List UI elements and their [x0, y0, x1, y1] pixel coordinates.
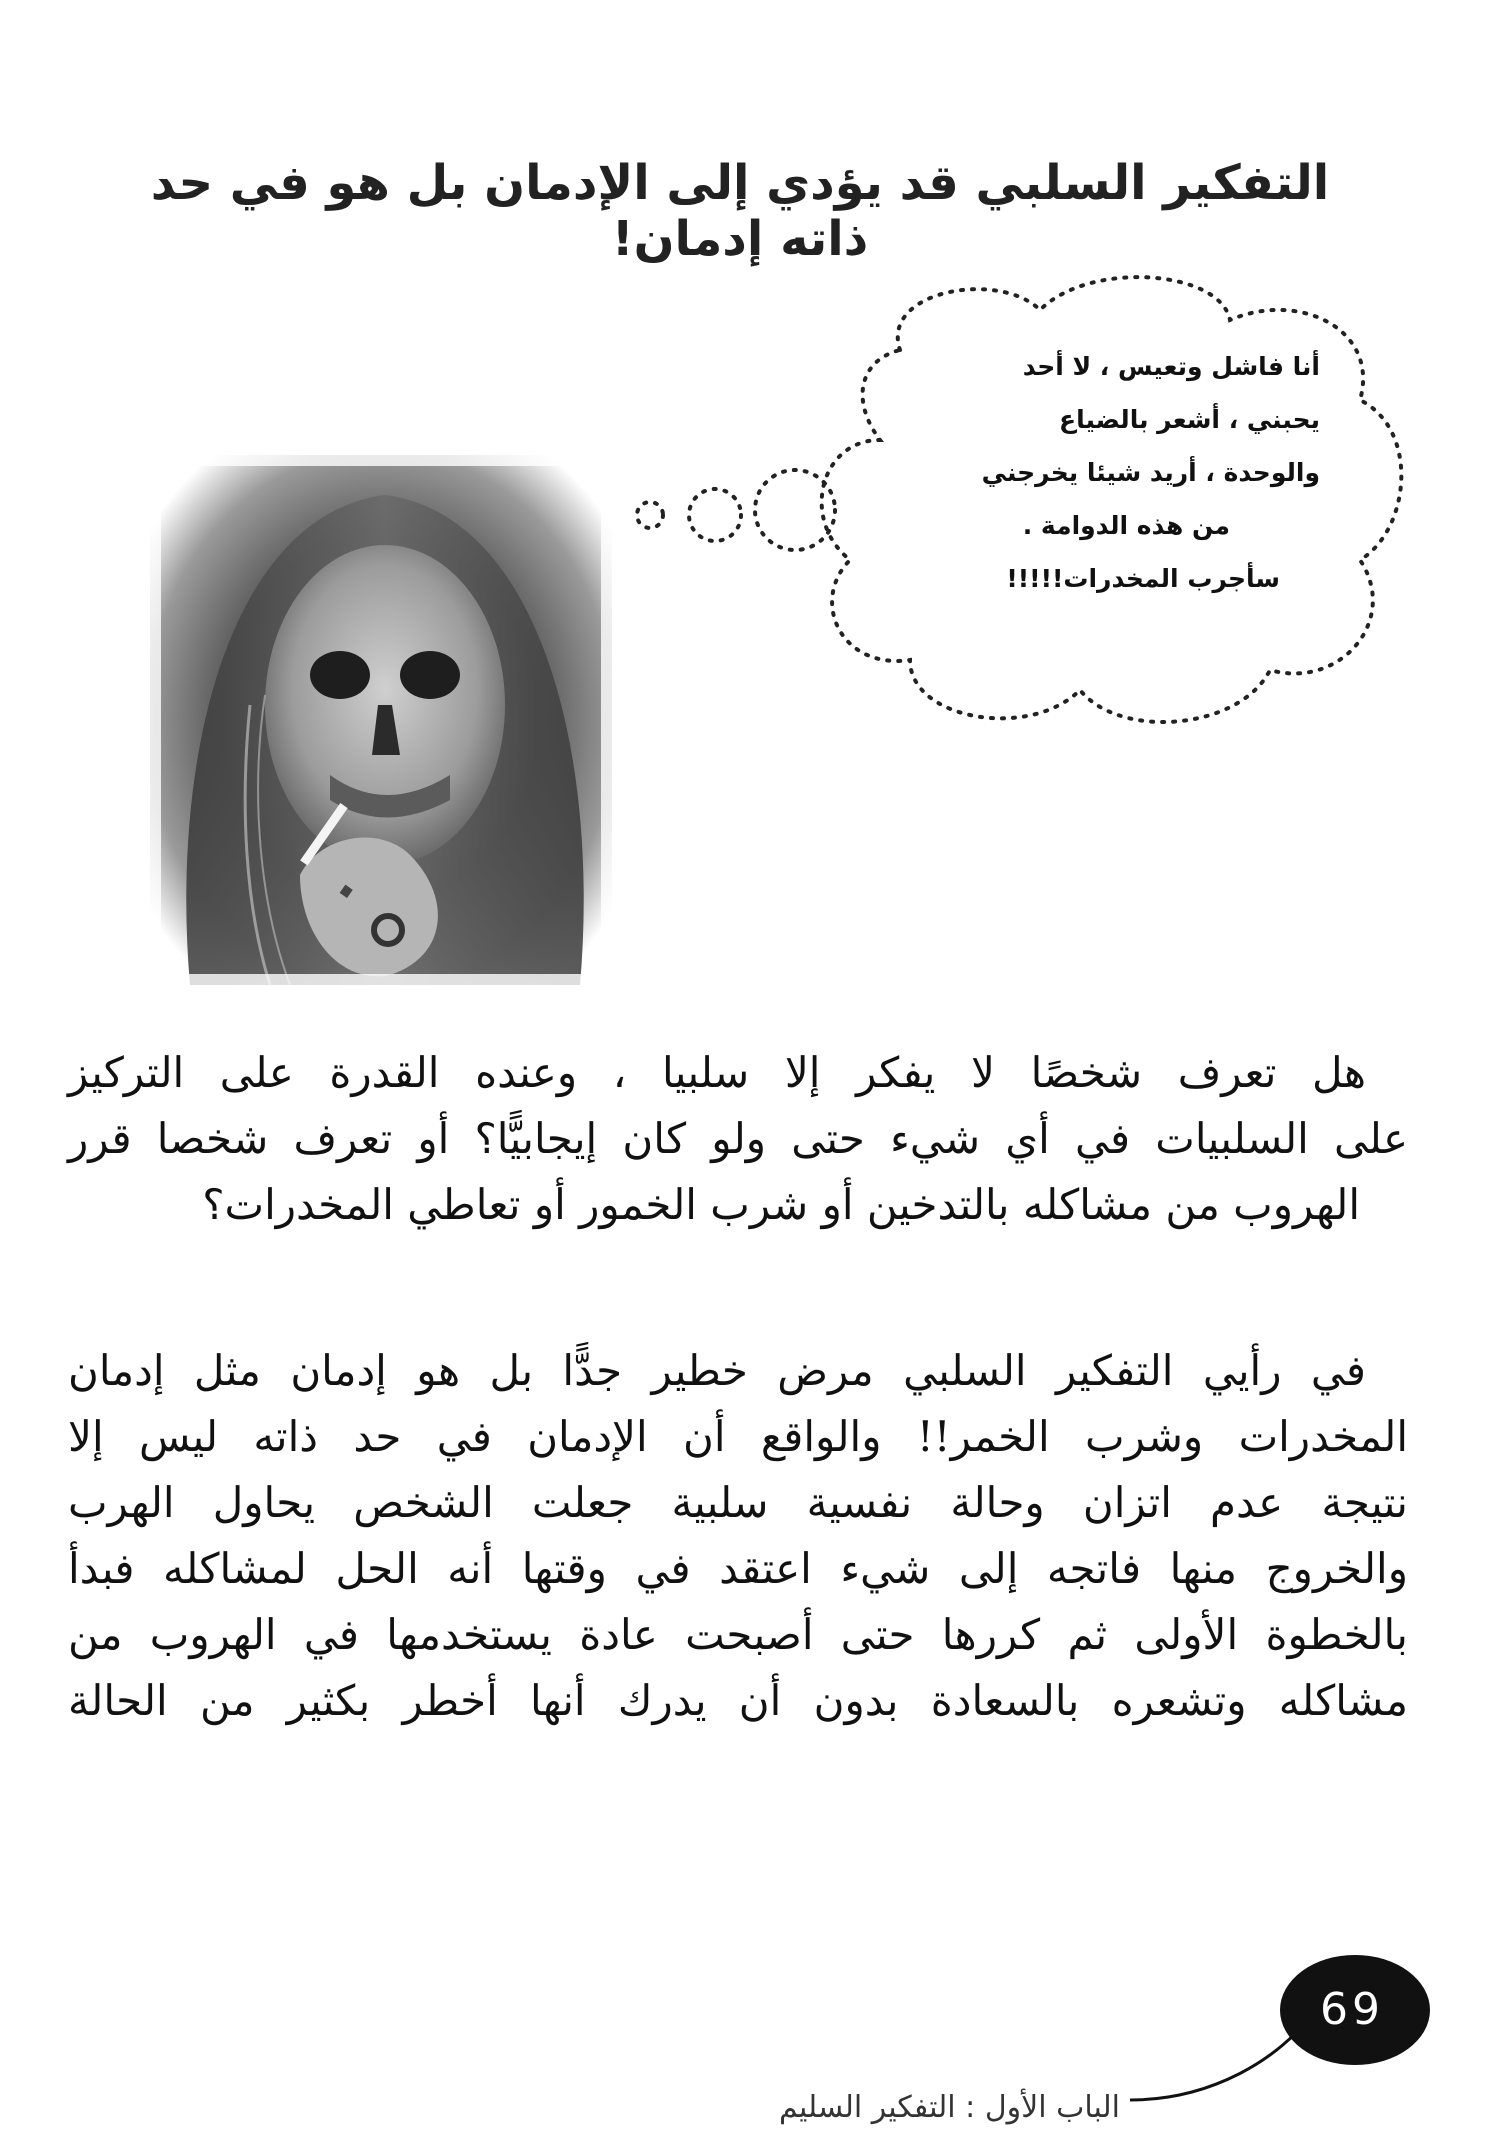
thought-bubble-text: [900, 340, 1320, 605]
paragraph-line: نتيجة عدم اتزان وحالة نفسية سلبية جعلت الشخص يحاول الهرب: [68, 1478, 1408, 1527]
page-number: 69: [1320, 1984, 1384, 2035]
bubble-line: من هذه الدوامة .: [1022, 511, 1230, 540]
bubble-line: والوحدة ، أريد شيئا يخرجني: [981, 458, 1320, 487]
page-title: التفكير السلبي قد يؤدي إلى الإدمان بل هو في حد ذاته إدمان!: [150, 155, 1330, 267]
paragraph-line: على السلبيات في أي شيء حتى ولو كان إيجابيًّا؟ أو تعرف شخصا قرر: [68, 1114, 1408, 1163]
bubble-line: سأجرب المخدرات!!!!!: [1006, 564, 1280, 593]
paragraph-line: هل تعرف شخصًا لا يفكر إلا سلبيا ، وعنده القدرة على التركيز: [68, 1048, 1366, 1097]
smoking-skull-woman-photo: [150, 455, 612, 985]
paragraph-line: المخدرات وشرب الخمر!! والواقع أن الإدمان في حد ذاته ليس إلا: [68, 1412, 1408, 1461]
paragraph-line: والخروج منها فاتجه إلى شيء اعتقد في وقتها أنه الحل لمشاكله فبدأ: [68, 1544, 1408, 1593]
paragraph-line: مشاكله وتشعره بالسعادة بدون أن يدرك أنها أخطر بكثير من الحالة: [68, 1676, 1408, 1725]
bubble-line: يحبني ، أشعر بالضياع: [1059, 405, 1320, 434]
paragraph-line: بالخطوة الأولى ثم كررها حتى أصبحت عادة يستخدمها في الهروب من: [68, 1610, 1408, 1659]
paragraph-line: في رأيي التفكير السلبي مرض خطير جدًّا بل هو إدمان مثل إدمان: [68, 1346, 1366, 1395]
chapter-label: الباب الأول : التفكير السليم: [779, 2090, 1120, 2125]
paragraph-line: الهروب من مشاكله بالتدخين أو شرب الخمور أو تعاطي المخدرات؟: [202, 1180, 1360, 1229]
bubble-line: أنا فاشل وتعيس ، لا أحد: [1022, 352, 1320, 381]
paragraph-1: [68, 1040, 1408, 1238]
paragraph-2: [68, 1338, 1408, 1734]
